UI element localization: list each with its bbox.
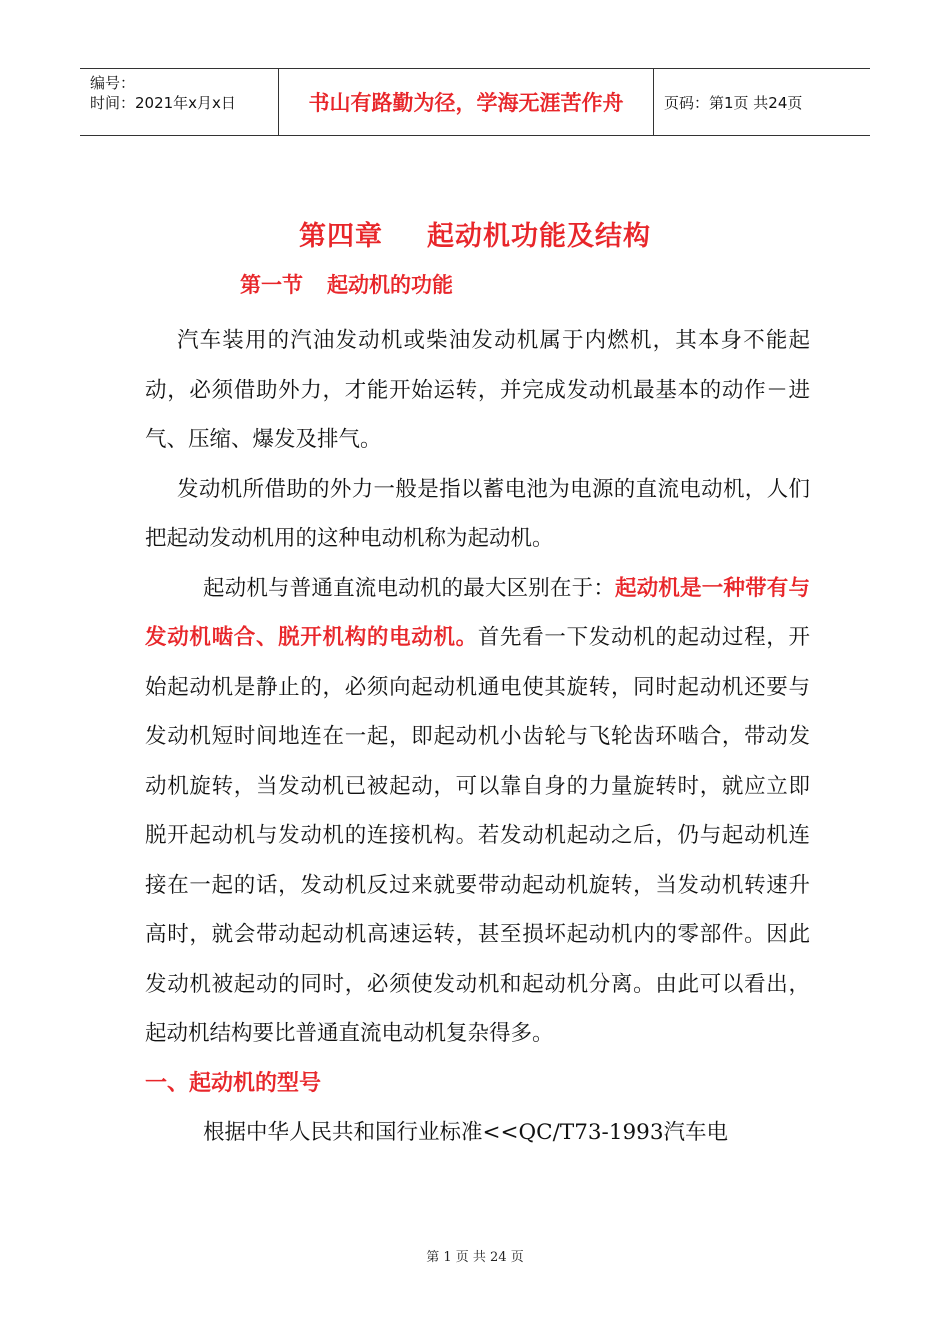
chapter-number: 第四章: [299, 221, 383, 252]
header-page-info: 页码：第1页 共24页: [664, 93, 803, 112]
paragraph-3-rest: 首先看一下发动机的起动过程，开始起动机是静止的，必须向起动机通电使其旋转，同时起动机还要与发动机短时间地连在一起，即起动机小齿轮与飞轮齿环啮合，带动发动机旋转，当发动机已被起动，可以靠自身的力量旋转时，就应立即脱开起动机与发动机的连接机构。若发动机起动之后，仍与起动机连接在一起的话，发动机反过来就要带动起动机旋转，当发动机转速升高时，就会带动起动机高速运转，甚至损坏起动机内的零部件。因此发动机被起动的同时，必须使发动机和起动机分离。由此可以看出，起动机结构要比普通直流电动机复杂得多。: [145, 625, 810, 1046]
header-motto: 书山有路勤为径，学海无涯苦作舟: [279, 69, 654, 135]
paragraph-3-lead: 起动机与普通直流电动机的最大区别在于：: [203, 575, 615, 601]
header-number-label: 编号：: [90, 74, 136, 92]
page-footer: 第 1 页 共 24 页: [426, 1250, 524, 1265]
document-header: [80, 68, 870, 136]
header-time-label: 时间：2021年x月x日: [90, 94, 236, 112]
section-number: 第一节: [240, 273, 303, 297]
paragraph-4: 根据中华人民共和国行业标准<<QC/T73-1993汽车电: [203, 1120, 729, 1145]
header-meta: [80, 69, 279, 135]
document-body: [145, 316, 810, 1158]
paragraph-1: 汽车装用的汽油发动机或柴油发动机属于内燃机，其本身不能起动，必须借助外力，才能开始运转，并完成发动机最基本的动作－进气、压缩、爆发及排气。: [145, 328, 810, 452]
chapter-title: [0, 214, 950, 253]
paragraph-3: [145, 564, 810, 1059]
section-title: [240, 269, 453, 299]
paragraph-3-highlight: 起动机是一种带有与发动机啮合、脱开机构的电动机。: [145, 575, 810, 650]
heading-starter-model: 一、起动机的型号: [145, 1070, 322, 1096]
section-name: 起动机的功能: [327, 273, 453, 297]
chapter-name: 起动机功能及结构: [427, 221, 651, 252]
paragraph-2: 发动机所借助的外力一般是指以蓄电池为电源的直流电动机，人们把起动发动机用的这种电动机称为起动机。: [145, 476, 810, 551]
